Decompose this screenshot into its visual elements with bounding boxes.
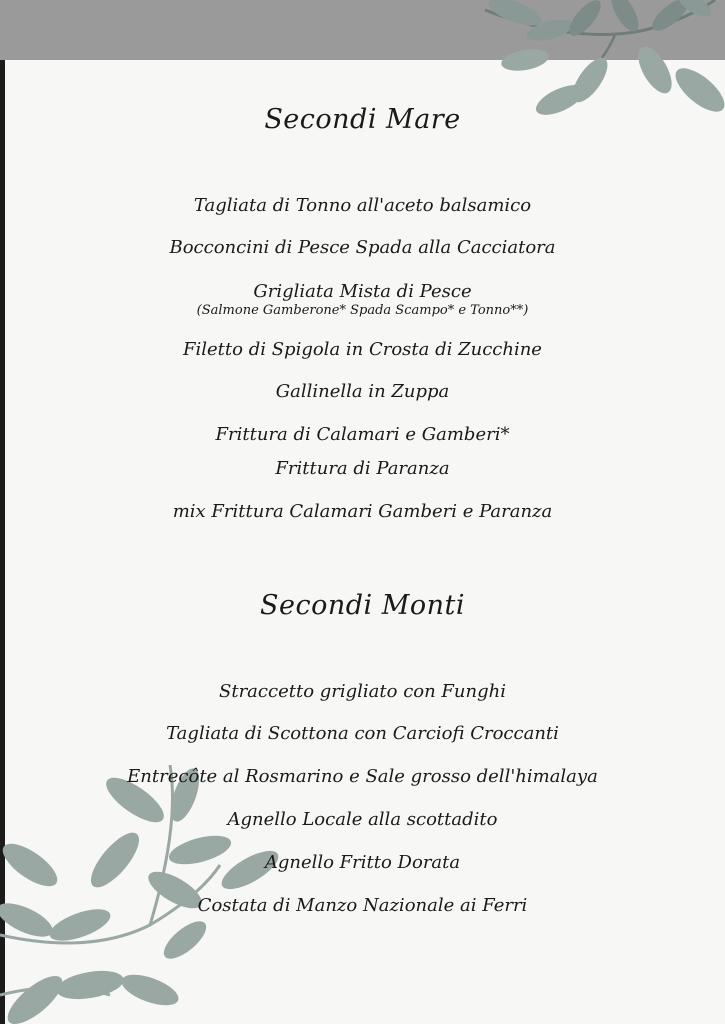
menu-item [0,281,725,319]
menu-item: Straccetto grigliato con Funghi [219,681,506,702]
menu-item: Bocconcini di Pesce Spada alla Cacciatora [169,237,556,258]
menu-item-note: (Salmone Gamberone* Spada Scampo* e Tonno**) [196,303,529,318]
menu-item: Costata di Manzo Nazionale ai Ferri [197,895,528,916]
menu-item: Entrecôte al Rosmarino e Sale grosso dell'himalaya [127,766,598,787]
menu-item: Filetto di Spigola in Crosta di Zucchine [183,339,542,360]
menu-item: Tagliata di Tonno all'aceto balsamico [193,195,532,216]
menu-item: Agnello Fritto Dorata [264,852,461,873]
menu-item: Agnello Locale alla scottadito [227,809,498,830]
menu-item: Tagliata di Scottona con Carciofi Croccanti [166,723,559,744]
menu-item: Frittura di Calamari e Gamberi* [215,424,510,445]
section-title-monti: Secondi Monti [259,590,466,621]
menu-item-name: Grigliata Mista di Pesce [253,281,472,302]
section-title-mare: Secondi Mare [264,104,461,135]
menu-item: Gallinella in Zuppa [275,381,450,402]
menu-item: mix Frittura Calamari Gamberi e Paranza [172,501,553,522]
menu-item: Frittura di Paranza [275,458,450,479]
